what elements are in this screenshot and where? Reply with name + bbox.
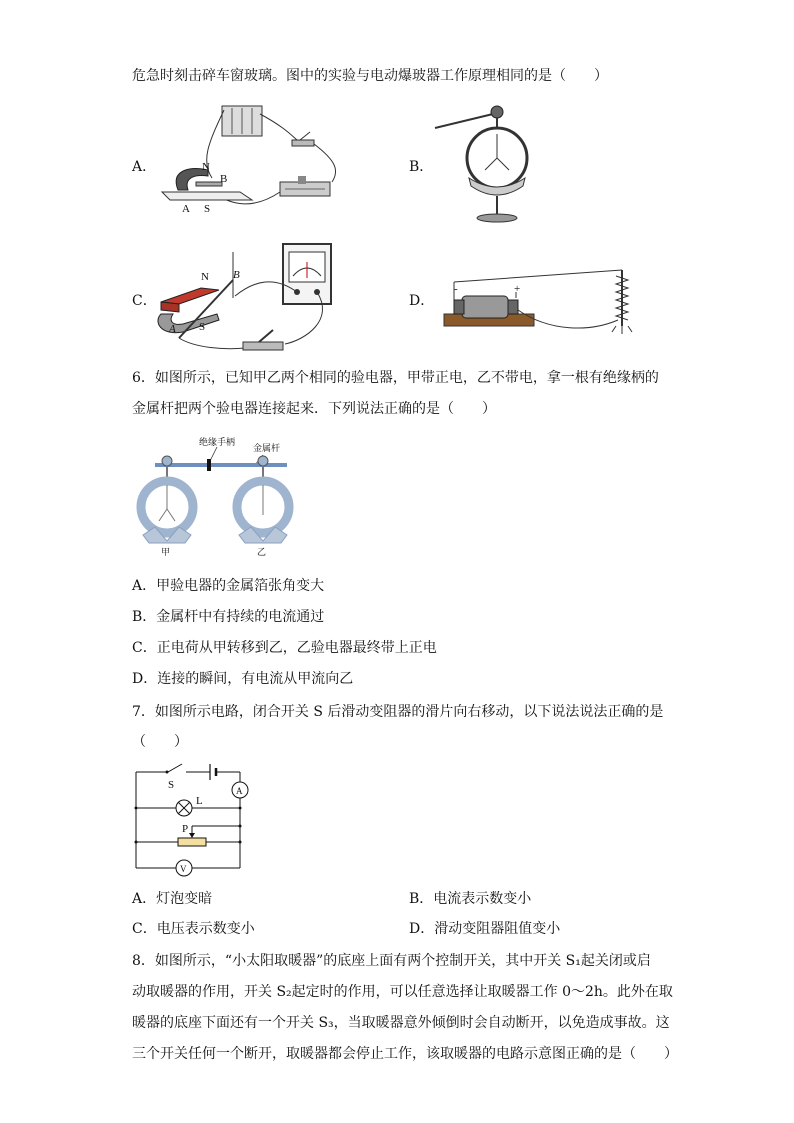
q6-right-name: 乙 xyxy=(257,547,267,557)
q6-rod-label: 金属杆 xyxy=(253,443,281,453)
q6-option-a: A．甲验电器的金属箔张角变大 xyxy=(132,578,325,594)
q8-stem-line3: 暖器的底座下面还有一个开关 S₃，当取暖器意外倾倒时会自动断开，以免造成事故。这 xyxy=(132,1015,670,1031)
q5-a-label-a: A xyxy=(182,203,190,215)
q7-stem-line2: （ ） xyxy=(132,734,188,750)
q5-d-label-minus: - xyxy=(454,283,458,295)
q7-option-b: B．电流表示数变小 xyxy=(409,891,532,907)
q5-option-d-label: D． xyxy=(409,293,435,309)
q6-stem-line2: 金属杆把两个验电器连接起来．下列说法正确的是（ ） xyxy=(132,401,496,417)
q6-handle-label: 绝缘手柄 xyxy=(199,437,236,447)
q8-stem-line1: 8．如图所示，“小太阳取暖器”的底座上面有两个控制开关，其中开关 S₁起关闭或启 xyxy=(132,953,651,969)
q6-stem-line1: 6．如图所示，已知甲乙两个相同的验电器，甲带正电，乙不带电，拿一根有绝缘柄的 xyxy=(132,370,659,386)
q5-option-a-label: A． xyxy=(132,159,157,175)
q5-option-c-figure xyxy=(155,240,365,360)
q5-c-label-a: A xyxy=(169,323,176,335)
q7-option-a: A．灯泡变暗 xyxy=(132,891,213,907)
q7-voltmeter-label: V xyxy=(180,864,187,874)
q6-option-c: C．正电荷从甲转移到乙，乙验电器最终带上正电 xyxy=(132,640,437,656)
q5-a-label-n: N xyxy=(202,161,210,173)
q7-circuit xyxy=(130,760,260,880)
q5-stem-tail: 危急时刻击碎车窗玻璃。图中的实验与电动爆玻器工作原理相同的是（ ） xyxy=(132,68,608,84)
q7-slider-label: P xyxy=(182,823,189,835)
q7-switch-label: S xyxy=(168,779,175,791)
q7-option-d: D．滑动变阻器阻值变小 xyxy=(409,921,561,937)
q5-d-label-plus: + xyxy=(514,283,521,295)
q5-c-label-s: S xyxy=(199,321,206,333)
q6-option-d: D．连接的瞬间，有电流从甲流向乙 xyxy=(132,671,354,687)
q7-stem-line1: 7．如图所示电路，闭合开关 S 后滑动变阻器的滑片向右移动，以下说法说法正确的是 xyxy=(132,704,664,720)
q5-c-label-b: B xyxy=(233,269,240,281)
q6-option-b: B．金属杆中有持续的电流通过 xyxy=(132,609,325,625)
q5-a-label-b: B xyxy=(220,173,228,185)
q6-figure xyxy=(135,435,305,560)
q8-stem-line4: 三个开关任何一个断开，取暖器都会停止工作，该取暖器的电路示意图正确的是（ ） xyxy=(132,1046,678,1062)
q7-ammeter-label: A xyxy=(236,786,243,796)
q5-option-a-figure xyxy=(160,100,370,220)
q5-option-c-label: C． xyxy=(132,293,157,309)
q7-lamp-label: L xyxy=(196,795,203,807)
q8-stem-line2: 动取暖器的作用，开关 S₂起定时的作用，可以任意选择让取暖器工作 0～2h。此外在取 xyxy=(132,984,673,1000)
q5-option-d-figure xyxy=(440,262,640,362)
q7-option-c: C．电压表示数变小 xyxy=(132,921,255,937)
q5-a-label-s: S xyxy=(204,203,211,215)
q5-option-b-label: B． xyxy=(409,159,434,175)
q5-c-label-n: N xyxy=(201,271,209,283)
q6-left-name: 甲 xyxy=(161,547,171,557)
q5-option-b-figure xyxy=(435,100,555,225)
